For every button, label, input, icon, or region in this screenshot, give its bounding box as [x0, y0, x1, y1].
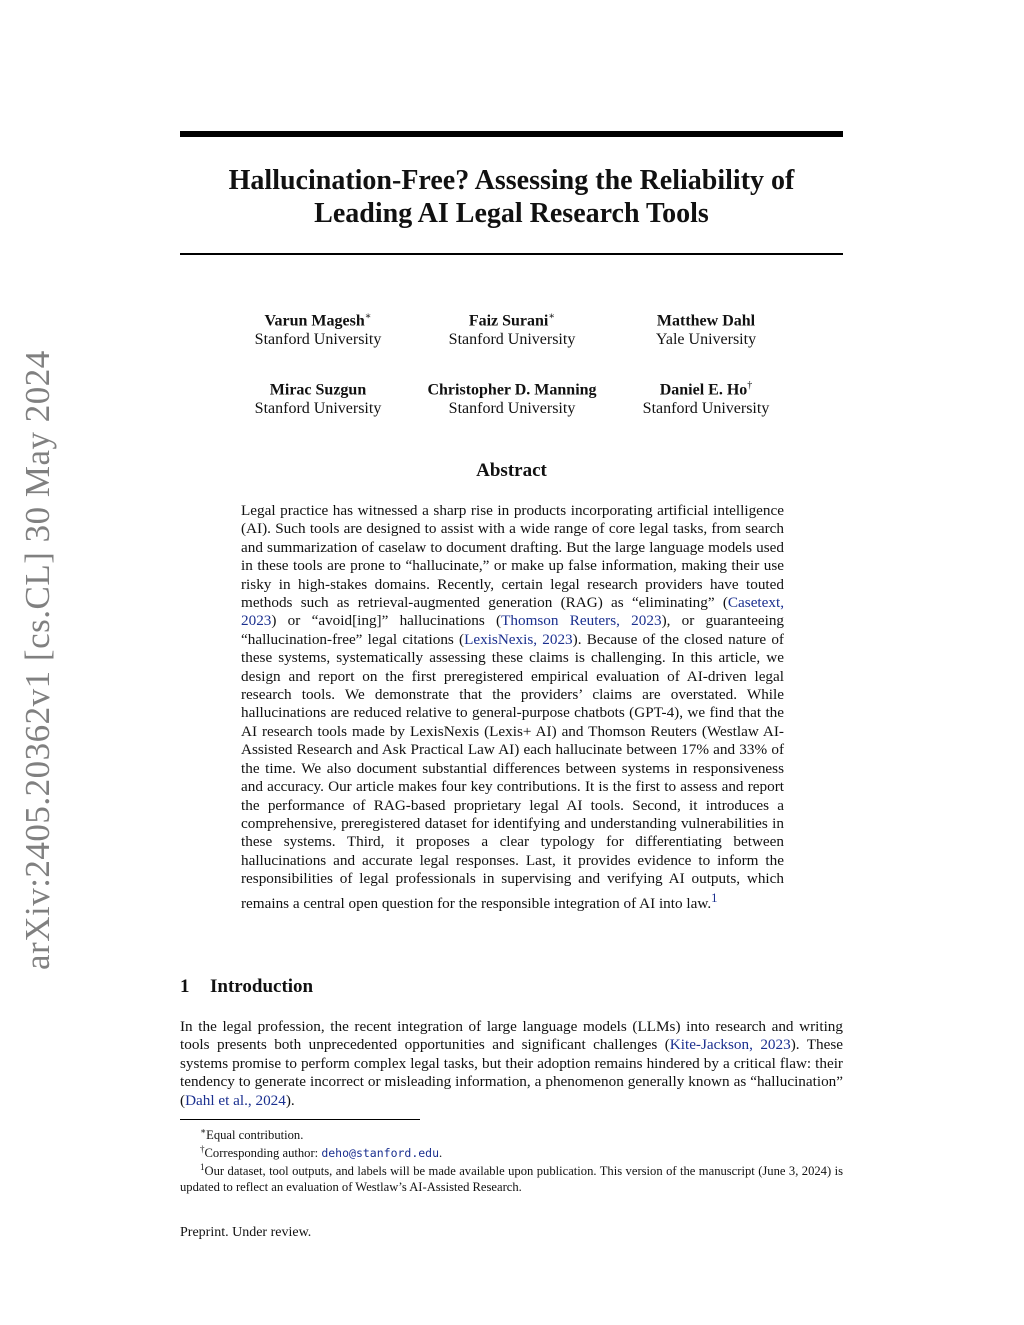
- citation-link[interactable]: LexisNexis, 2023: [464, 630, 573, 648]
- footnote-link[interactable]: 1: [711, 890, 718, 905]
- title-line-1: Hallucination-Free? Assessing the Reliability of: [228, 165, 795, 196]
- section-number: 1: [180, 976, 190, 997]
- author-name: Faiz Surani∗: [468, 311, 556, 330]
- section-heading: [180, 976, 313, 998]
- author-block: [208, 307, 428, 349]
- author-block: [208, 376, 428, 418]
- title-line-2: Leading AI Legal Research Tools: [314, 198, 709, 229]
- author-affiliation: Stanford University: [448, 331, 576, 349]
- citation-link[interactable]: Casetext, 2023: [241, 594, 784, 630]
- title-bottom-rule: [180, 253, 843, 255]
- citation-link[interactable]: Dahl et al., 2024: [185, 1091, 286, 1109]
- author-block: [402, 307, 622, 349]
- author-name: Christopher D. Manning: [427, 381, 597, 399]
- author-affiliation: Stanford University: [642, 400, 770, 418]
- author-affiliation: Stanford University: [254, 400, 382, 418]
- introduction-paragraph: In the legal profession, the recent integration of large language models (LLMs) into research and writing tools presents both unprecedented opportunities and significant challenges (Kite-Jackson, 2023). These systems promise to perform complex legal tasks, but their adoption remains hindered by a critical flaw: their tendency to generate incorrect or misleading information, a phenomenon generally known as “hallucination” (Dahl et al., 2024).: [180, 1018, 843, 1109]
- author-affiliation: Yale University: [655, 331, 757, 349]
- abstract-text: Legal practice has witnessed a sharp rise in products incorporating artificial intelligence (AI). Such tools are designed to assist with a wide range of core legal tasks, from search and summarization of caselaw to document drafting. But the large language models used in these tools are prone to “hallucinate,” or make up false information, making their use risky in high-stakes domains. Recently, certain legal research providers have touted methods such as retrieval-augmented generation (RAG) as “eliminating” (Casetext, 2023) or “avoid[ing]” hallucinations (Thomson Reuters, 2023), or guaranteeing “hallucination-free” legal citations (LexisNexis, 2023). Because of the closed nature of these systems, systematically assessing these claims is challenging. In this article, we design and report on the first preregistered empirical evaluation of AI-driven legal research tools. We demonstrate that the providers’ claims are overstated. While hallucinations are reduced relative to general-purpose chatbots (GPT-4), we find that the AI research tools made by LexisNexis (Lexis+ AI) and Thomson Reuters (Westlaw AI-Assisted Research and Ask Practical Law AI) each hallucinate between 17% and 33% of the time. We also document substantial differences between systems in responsiveness and accuracy. Our article makes four key contributions. It is the first to assess and report the performance of RAG-based proprietary legal AI tools. Second, it introduces a comprehensive, preregistered dataset for identifying and understanding vulnerabilities in these systems. Third, it proposes a clear typology for differentiating between hallucinations and accurate legal responses. Last, it provides evidence to inform the responsibilities of legal professionals in supervising and verifying AI outputs, which remains a central open question for the responsible integration of AI into law.$^1$: [241, 502, 785, 912]
- footnote: ∗Equal contribution.: [200, 1126, 304, 1143]
- author-block: [596, 376, 816, 418]
- abstract-heading: Abstract: [476, 460, 547, 481]
- citation-link[interactable]: Thomson Reuters, 2023: [501, 612, 662, 630]
- title-top-rule: [180, 131, 843, 137]
- author-block: [402, 376, 622, 418]
- email-link[interactable]: deho@stanford.edu: [321, 1146, 440, 1161]
- footnote: $^1$Our dataset, tool outputs, and labels will be made available upon publication. This version of the manuscript (June 3, 2024) is updated to reflect an evaluation of Westlaw’s AI-Assisted Research.: [180, 1162, 843, 1195]
- author-name: Mirac Suzgun: [269, 381, 367, 399]
- author-name: Daniel E. Ho†: [659, 380, 753, 399]
- footnote-rule: [180, 1119, 420, 1120]
- paper-title: [180, 164, 843, 230]
- author-affiliation: Stanford University: [254, 331, 382, 349]
- preprint-notice: Preprint. Under review.: [180, 1225, 312, 1240]
- author-name: Varun Magesh∗: [264, 311, 372, 330]
- arxiv-identifier: arXiv:2405.20362v1 [cs.CL] 30 May 2024: [18, 350, 57, 970]
- footnote: †Corresponding author: deho@stanford.edu.: [200, 1144, 443, 1161]
- citation-link[interactable]: Kite-Jackson, 2023: [669, 1036, 791, 1054]
- section-title: Introduction: [210, 976, 314, 997]
- author-block: [596, 307, 816, 349]
- author-name: Matthew Dahl: [656, 312, 756, 330]
- author-affiliation: Stanford University: [448, 400, 576, 418]
